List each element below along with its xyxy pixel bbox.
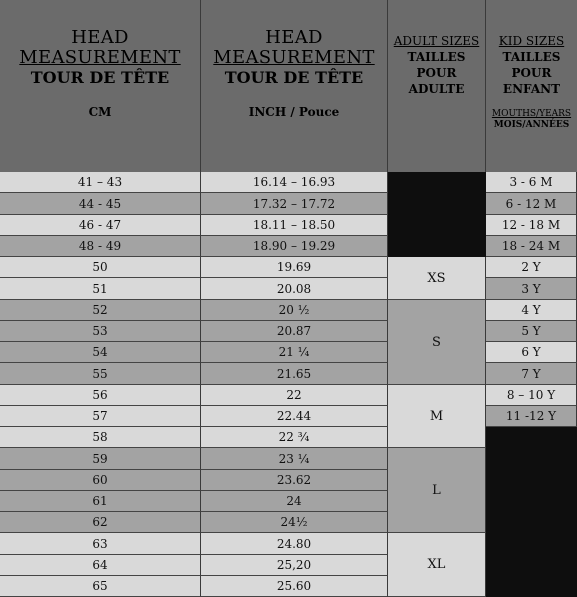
adult-size-m: M [388,385,486,448]
header-adult-line4: ADULTE [408,82,465,96]
kid-size-cell: 4 Y [486,300,577,321]
header-cm [0,0,201,172]
header-inch-line2: MEASUREMENT [213,47,375,68]
header-inch [201,0,388,172]
inch-cell: 20.87 [201,321,388,342]
kid-size-cell: 7 Y [486,363,577,385]
cm-cell: 63 [0,533,201,555]
adult-size-s: S [388,300,486,385]
inch-cell: 24½ [201,512,388,533]
cm-cell: 44 - 45 [0,193,201,215]
cm-cell: 62 [0,512,201,533]
adult-size-l: L [388,448,486,533]
inch-cell: 25.60 [201,576,388,597]
inch-cell: 24.80 [201,533,388,555]
inch-cell: 16.14 – 16.93 [201,172,388,193]
header-inch-line1: HEAD [265,27,323,48]
cm-cell: 56 [0,385,201,406]
header-cm-line1: HEAD [71,27,129,48]
cm-cell: 52 [0,300,201,321]
kid-size-cell: 6 Y [486,342,577,363]
cm-cell: 48 - 49 [0,236,201,257]
inch-cell: 25,20 [201,555,388,576]
header-kid [486,0,577,172]
kid-size-cell: 3 Y [486,278,577,300]
kid-size-cell: 11 -12 Y [486,406,577,427]
cm-cell: 54 [0,342,201,363]
cm-cell: 55 [0,363,201,385]
header-kid-line1: KID SIZES [498,34,565,48]
inch-cell: 20.08 [201,278,388,300]
inch-cell: 21 ¼ [201,342,388,363]
kid-size-cell: 3 - 6 M [486,172,577,193]
cm-cell: 50 [0,257,201,278]
inch-cell: 20 ½ [201,300,388,321]
kid-size-cell: 2 Y [486,257,577,278]
cm-cell: 59 [0,448,201,470]
header-adult-line3: POUR [416,66,457,80]
header-kid-line6: MOIS/ANNÉES [493,120,570,130]
header-cm-line3: TOUR DE TÊTE [30,68,170,87]
inch-cell: 22 ¾ [201,427,388,448]
kid-size-cell: 18 - 24 M [486,236,577,257]
cm-cell: 65 [0,576,201,597]
inch-cell: 22.44 [201,406,388,427]
cm-cell: 53 [0,321,201,342]
inch-cell: 17.32 – 17.72 [201,193,388,215]
inch-cell: 23 ¼ [201,448,388,470]
inch-cell: 22 [201,385,388,406]
kid-size-empty [486,427,577,597]
adult-size-xl: XL [388,533,486,597]
kid-size-cell: 8 – 10 Y [486,385,577,406]
header-adult [388,0,486,172]
kid-size-cell: 6 - 12 M [486,193,577,215]
header-kid-line3: POUR [511,66,552,80]
inch-cell: 21.65 [201,363,388,385]
header-adult-line1: ADULT SIZES [393,34,480,48]
inch-cell: 18.11 – 18.50 [201,215,388,236]
header-inch-line3: TOUR DE TÊTE [224,68,364,87]
cm-cell: 51 [0,278,201,300]
inch-cell: 19.69 [201,257,388,278]
cm-cell: 57 [0,406,201,427]
inch-cell: 18.90 – 19.29 [201,236,388,257]
header-kid-line4: ENFANT [502,82,561,96]
header-kid-line2: TAILLES [502,50,561,64]
kid-size-cell: 5 Y [486,321,577,342]
header-kid-line5: MOUTHS/YEARS [491,109,572,119]
cm-cell: 60 [0,470,201,491]
cm-cell: 41 – 43 [0,172,201,193]
adult-size-empty [388,172,486,257]
header-adult-line2: TAILLES [407,50,466,64]
header-inch-unit: INCH / Pouce [248,105,340,119]
inch-cell: 23.62 [201,470,388,491]
header-cm-line2: MEASUREMENT [19,47,181,68]
cm-cell: 58 [0,427,201,448]
cm-cell: 64 [0,555,201,576]
kid-size-cell: 12 - 18 M [486,215,577,236]
cm-cell: 61 [0,491,201,512]
adult-size-xs: XS [388,257,486,300]
cm-cell: 46 - 47 [0,215,201,236]
inch-cell: 24 [201,491,388,512]
header-cm-unit: CM [88,105,112,119]
